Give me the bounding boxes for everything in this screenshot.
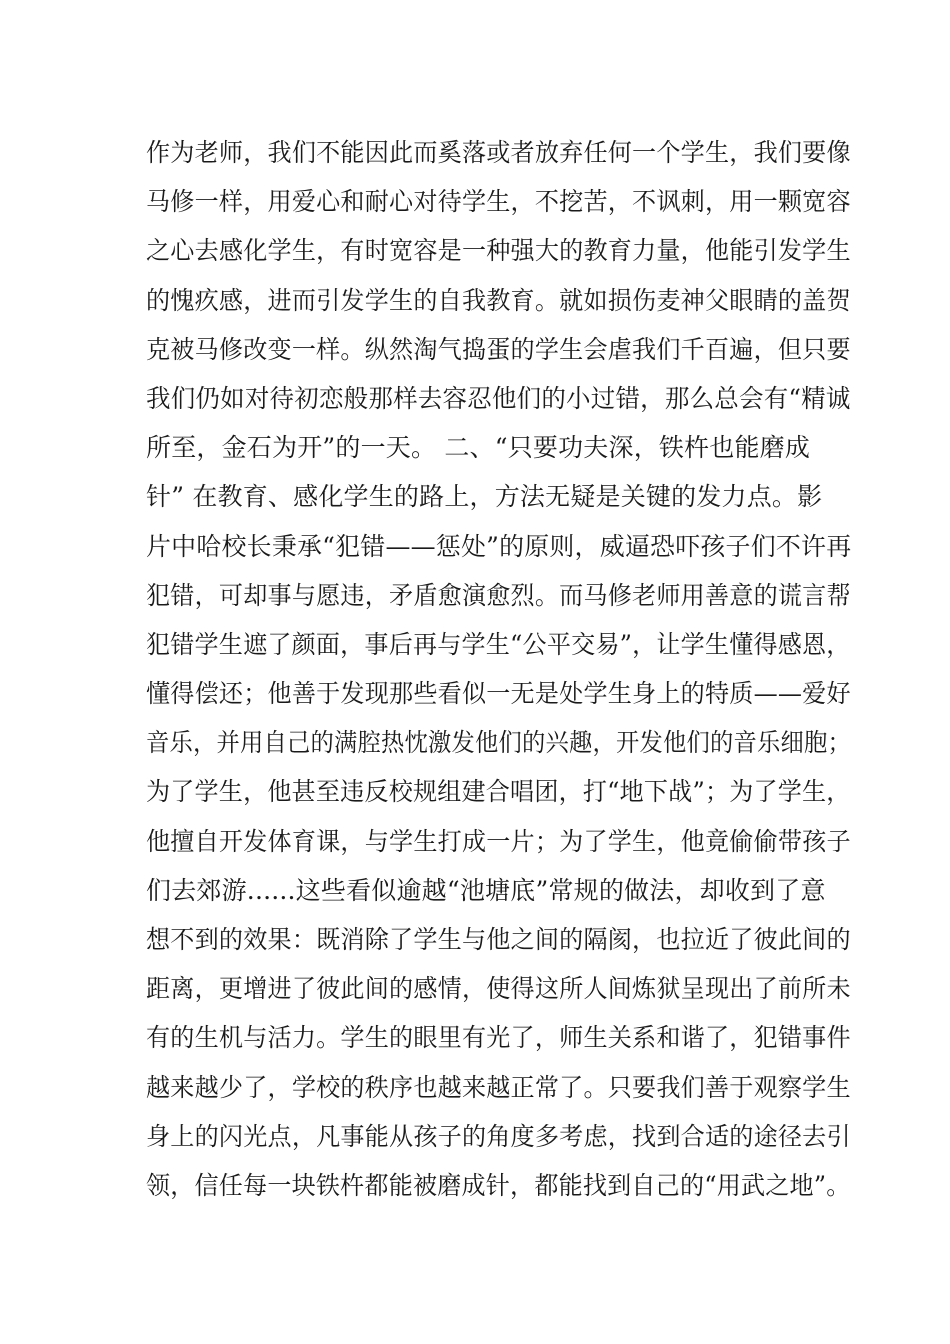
text-line: 片中哈校长秉承“犯错——惩处”的原则，威逼恐吓孩子们不许再	[146, 531, 852, 561]
text-line: 针” 在教育、感化学生的路上，方法无疑是关键的发力点。影	[146, 482, 823, 512]
text-line: 音乐，并用自己的满腔热忱激发他们的兴趣，开发他们的音乐细胞；	[146, 728, 851, 758]
text-line: 越来越少了，学校的秩序也越来越正常了。只要我们善于观察学生	[146, 1072, 851, 1102]
text-line: 身上的闪光点，凡事能从孩子的角度多考虑，找到合适的途径去引	[146, 1121, 851, 1151]
text-line: 懂得偿还；他善于发现那些看似一无是处学生身上的特质——爱好	[146, 679, 851, 709]
text-line: 克被马修改变一样。纵然淘气捣蛋的学生会虐我们千百遍，但只要	[146, 334, 851, 364]
text-line: 作为老师，我们不能因此而奚落或者放弃任何一个学生，我们要像	[146, 138, 851, 167]
text-line: 领，信任每一块铁杵都能被磨成针，都能找到自己的“用武之地”。	[146, 1170, 851, 1200]
text-line: 犯错学生遮了颜面，事后再与学生“公平交易”，让学生懂得感恩，	[146, 629, 851, 659]
text-line: 为了学生，他甚至违反校规组建合唱团，打“地下战”；为了学生，	[146, 777, 851, 807]
body-text	[146, 128, 852, 1210]
text-line: 们去郊游......这些看似逾越“池塘底”常规的做法，却收到了意	[146, 875, 826, 905]
text-line: 有的生机与活力。学生的眼里有光了，师生关系和谐了，犯错事件	[146, 1023, 851, 1053]
text-line: 想不到的效果：既消除了学生与他之间的隔阂，也拉近了彼此间的	[146, 925, 851, 954]
text-line: 犯错，可却事与愿违，矛盾愈演愈烈。而马修老师用善意的谎言帮	[146, 580, 851, 610]
text-line: 他擅自开发体育课，与学生打成一片；为了学生，他竟偷偷带孩子	[146, 826, 851, 856]
text-line: 马修一样，用爱心和耐心对待学生，不挖苦，不讽刺，用一颗宽容	[146, 187, 851, 217]
text-line: 距离，更增进了彼此间的感情，使得这所人间炼狱呈现出了前所未	[146, 974, 851, 1004]
text-line: 之心去感化学生，有时宽容是一种强大的教育力量，他能引发学生	[146, 236, 851, 266]
text-line: 所至，金石为开”的一天。 二、“只要功夫深，铁杵也能磨成	[146, 433, 811, 463]
text-line: 我们仍如对待初恋般那样去容忍他们的小过错，那么总会有“精诚	[146, 383, 851, 413]
text-line: 的愧疚感，进而引发学生的自我教育。就如损伤麦神父眼睛的盖贺	[146, 285, 851, 315]
